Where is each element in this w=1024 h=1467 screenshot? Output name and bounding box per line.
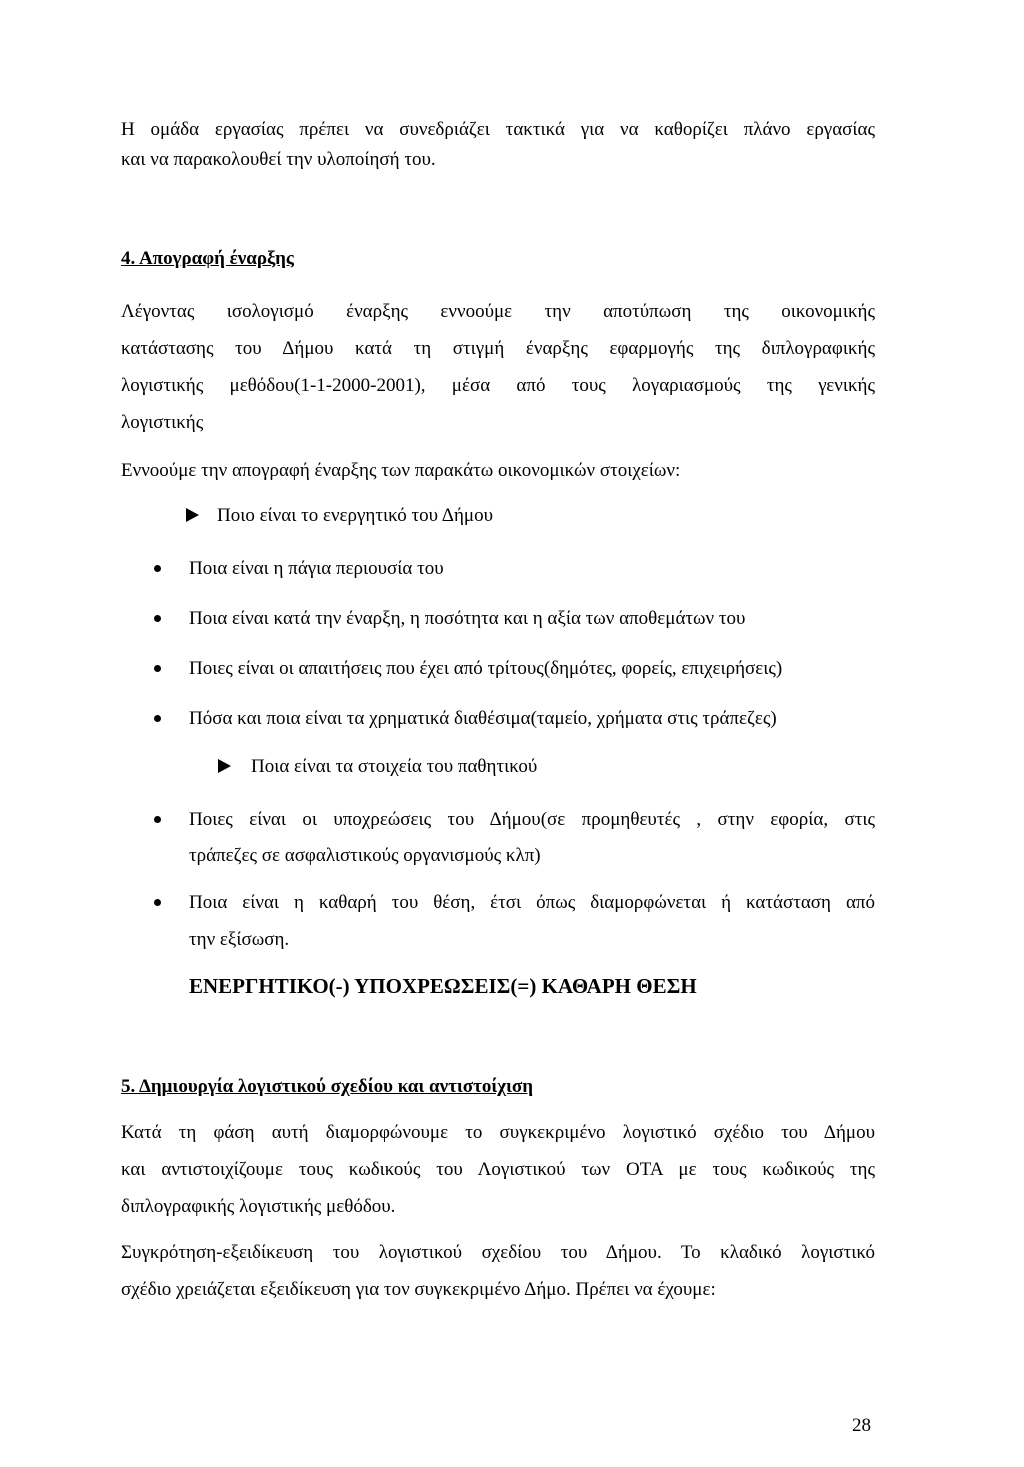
- asset-item-4: Πόσα και ποια είναι τα χρηματικά διαθέσιμα(ταμείο, χρήματα στις τράπεζες): [189, 708, 777, 729]
- section-5-para2-line-2: σχέδιο χρειάζεται εξειδίκευση για τον συγκεκριμένο Δήμο. Πρέπει να έχουμε:: [121, 1279, 716, 1300]
- section-4-para2: Εννοούμε την απογραφή έναρξης των παρακάτω οικονομικών στοιχείων:: [121, 460, 681, 481]
- intro-line-1: Η ομάδα εργασίας πρέπει να συνεδριάζει τακτικά για να καθορίζει πλάνο εργασίας: [121, 119, 875, 140]
- section-4-para1-line-1: Λέγοντας ισολογισμό έναρξης εννοούμε την αποτύπωση της οικονομικής: [121, 301, 875, 322]
- bullet-icon: [154, 899, 161, 906]
- liability-item-2-line-1: Ποια είναι η καθαρή του θέση, έτσι όπως διαμορφώνεται ή κατάσταση από: [189, 892, 875, 913]
- asset-item-2: Ποια είναι κατά την έναρξη, η ποσότητα και η αξία των αποθεμάτων του: [189, 608, 746, 629]
- page-number: 28: [852, 1415, 871, 1436]
- section-4-para1-line-3: λογιστικής μεθόδου(1-1-2000-2001), μέσα από τους λογαριασμούς της γενικής: [121, 375, 875, 396]
- section-4-heading: 4. Απογραφή έναρξης: [121, 248, 294, 269]
- section-5-heading: 5. Δημιουργία λογιστικού σχεδίου και αντιστοίχιση: [121, 1076, 534, 1097]
- section-5-para1-line-2: και αντιστοιχίζουμε τους κωδικούς του Λογιστικού των ΟΤΑ με τους κωδικούς της: [121, 1159, 875, 1180]
- section-4-para1-line-2: κατάστασης του Δήμου κατά τη στιγμή έναρξης εφαρμογής της διπλογραφικής: [121, 338, 875, 359]
- arrow-bullet-icon: [186, 508, 199, 522]
- liability-item-1-line-1: Ποιες είναι οι υποχρεώσεις του Δήμου(σε προμηθευτές , στην εφορία, στις: [189, 809, 875, 830]
- liability-item-2-line-2: την εξίσωση.: [189, 929, 290, 950]
- section-5-para1-line-3: διπλογραφικής λογιστικής μεθόδου.: [121, 1196, 396, 1217]
- equation: ΕΝΕΡΓΗΤΙΚΟ(-) ΥΠΟΧΡΕΩΣΕΙΣ(=) ΚΑΘΑΡΗ ΘΕΣΗ: [189, 974, 697, 998]
- assets-heading: Ποιο είναι το ενεργητικό του Δήμου: [217, 505, 493, 526]
- arrow-bullet-icon: [218, 759, 231, 773]
- section-5-para1-line-1: Κατά τη φάση αυτή διαμορφώνουμε το συγκεκριμένο λογιστικό σχέδιο του Δήμου: [121, 1122, 875, 1143]
- intro-line-2: και να παρακολουθεί την υλοποίησή του.: [121, 149, 436, 170]
- bullet-icon: [154, 665, 161, 672]
- asset-item-3: Ποιες είναι οι απαιτήσεις που έχει από τρίτους(δημότες, φορείς, επιχειρήσεις): [189, 658, 783, 679]
- bullet-icon: [154, 615, 161, 622]
- bullet-icon: [154, 565, 161, 572]
- section-5-para2-line-1: Συγκρότηση-εξειδίκευση του λογιστικού σχεδίου του Δήμου. Το κλαδικό λογιστικό: [121, 1242, 875, 1263]
- section-4-para1-line-4: λογιστικής: [121, 412, 204, 433]
- liability-item-1-line-2: τράπεζες σε ασφαλιστικούς οργανισμούς κλπ): [189, 845, 541, 866]
- bullet-icon: [154, 715, 161, 722]
- liabilities-heading: Ποια είναι τα στοιχεία του παθητικού: [251, 756, 538, 777]
- asset-item-1: Ποια είναι η πάγια περιουσία του: [189, 558, 444, 579]
- bullet-icon: [154, 816, 161, 823]
